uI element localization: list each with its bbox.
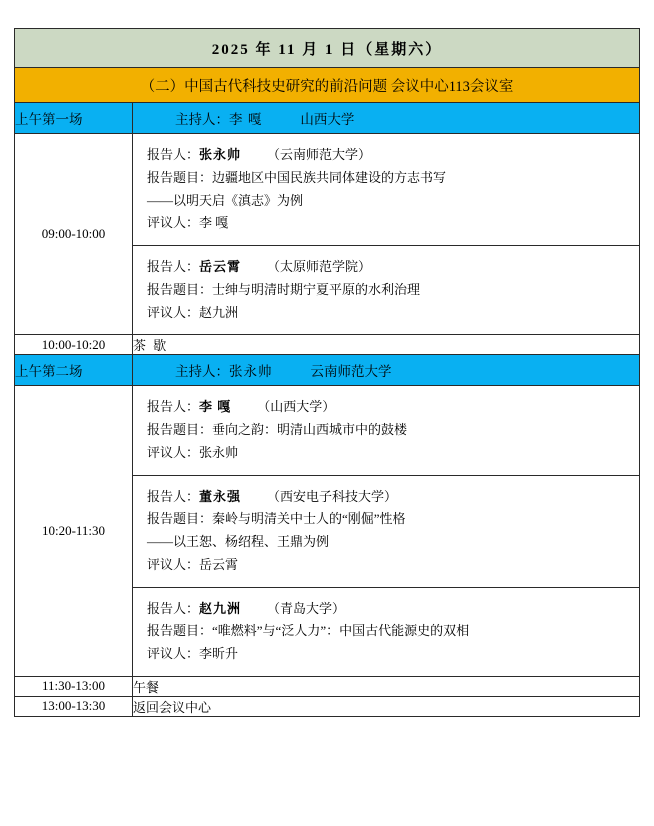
break-time-3: 13:00-13:30 bbox=[15, 696, 133, 716]
speaker-label: 报告人： bbox=[147, 399, 200, 415]
speaker-label: 报告人： bbox=[147, 259, 200, 274]
discussant-label: 评议人： bbox=[147, 215, 200, 231]
title-label: 报告题目： bbox=[147, 281, 213, 297]
talk-row bbox=[133, 134, 639, 246]
talk-speaker-line bbox=[147, 598, 639, 621]
talk-title-line bbox=[147, 167, 639, 190]
talk-speaker-line bbox=[147, 396, 639, 419]
block-talks-1 bbox=[133, 134, 640, 335]
host-affiliation-2: 云南师范大学 bbox=[310, 364, 392, 380]
talks-table-2 bbox=[133, 386, 639, 676]
block-talks-2 bbox=[133, 386, 640, 677]
talk-discussant-line bbox=[147, 442, 639, 465]
discussant-name: 张永帅 bbox=[199, 444, 239, 460]
title-text: “唯燃料”与“泛人力”：中国古代能源史的双相 bbox=[212, 623, 470, 639]
talk-discussant-line bbox=[147, 302, 639, 325]
date-header-row bbox=[15, 29, 640, 68]
talk-title-line bbox=[147, 419, 639, 442]
block-label-1: 上午第一场 bbox=[15, 103, 133, 134]
block-host-2 bbox=[133, 355, 640, 386]
host-name-1: 李 嘎 bbox=[229, 112, 263, 127]
talk-row bbox=[133, 475, 639, 587]
speaker-affiliation: （云南师范大学） bbox=[267, 147, 372, 162]
block-header-row-2 bbox=[15, 355, 640, 386]
discussant-name: 赵九洲 bbox=[199, 304, 239, 320]
speaker-label: 报告人： bbox=[147, 600, 200, 616]
break-label-2: 午餐 bbox=[133, 679, 160, 695]
break-time-1: 10:00-10:20 bbox=[15, 335, 133, 355]
discussant-name: 李 嘎 bbox=[199, 215, 229, 231]
host-affiliation-1: 山西大学 bbox=[300, 112, 355, 127]
talk-title-cont: ——以王恕、杨绍程、王鼎为例 bbox=[147, 534, 330, 549]
talk-discussant-line bbox=[147, 212, 639, 235]
speaker-label: 报告人： bbox=[147, 488, 200, 504]
discussant-label: 评议人： bbox=[147, 444, 200, 460]
talk-title-line bbox=[147, 279, 639, 302]
talks-table-1 bbox=[133, 134, 639, 334]
break-text-3 bbox=[133, 696, 640, 716]
speaker-name: 李 嘎 bbox=[199, 399, 232, 415]
talk-title-line bbox=[147, 620, 639, 643]
title-text: 垂向之韵：明清山西城市中的鼓楼 bbox=[212, 422, 408, 437]
session-header-cell bbox=[15, 68, 640, 103]
title-text: 士绅与明清时期宁夏平原的水利治理 bbox=[212, 281, 421, 297]
block-label-2: 上午第二场 bbox=[15, 355, 133, 386]
session-header-text: （二）中国古代科技史研究的前沿问题 会议中心113会议室 bbox=[140, 78, 514, 95]
break-row-3 bbox=[15, 696, 640, 716]
talk-discussant-line bbox=[147, 554, 639, 577]
speaker-affiliation: （西安电子科技大学） bbox=[267, 488, 398, 504]
break-label-1: 茶 歇 bbox=[133, 338, 169, 354]
break-time-2: 11:30-13:00 bbox=[15, 676, 133, 696]
block-host-1 bbox=[133, 103, 640, 134]
session-header-row bbox=[15, 68, 640, 103]
talk-row bbox=[133, 587, 639, 676]
speaker-name: 董永强 bbox=[199, 488, 242, 504]
block-body-row-1 bbox=[15, 134, 640, 335]
talk-speaker-line bbox=[147, 256, 639, 279]
speaker-label: 报告人： bbox=[147, 147, 200, 162]
block-body-row-2 bbox=[15, 386, 640, 677]
break-row-2 bbox=[15, 676, 640, 696]
title-text: 秦岭与明清关中士人的“刚倔”性格 bbox=[212, 511, 406, 527]
talk-speaker-line bbox=[147, 486, 639, 509]
talk-cell bbox=[133, 475, 639, 587]
host-prefix-2: 主持人： bbox=[175, 364, 229, 380]
speaker-name: 张永帅 bbox=[199, 147, 242, 162]
talk-row bbox=[133, 386, 639, 475]
speaker-affiliation: （太原师范学院） bbox=[267, 259, 372, 274]
title-label: 报告题目： bbox=[147, 169, 213, 185]
block-time-2: 10:20-11:30 bbox=[15, 386, 133, 677]
discussant-name: 李昕升 bbox=[199, 646, 239, 661]
date-header-cell: 2025 年 11 月 1 日（星期六） bbox=[15, 29, 640, 68]
title-label: 报告题目： bbox=[147, 422, 213, 437]
talk-cell bbox=[133, 246, 639, 335]
discussant-label: 评议人： bbox=[147, 556, 200, 572]
talk-title-line bbox=[147, 508, 639, 531]
title-text: 边疆地区中国民族共同体建设的方志书写 bbox=[212, 169, 447, 185]
speaker-name: 岳云霄 bbox=[199, 259, 242, 274]
title-label: 报告题目： bbox=[147, 623, 213, 639]
host-name-2: 张永帅 bbox=[229, 364, 273, 380]
discussant-name: 岳云霄 bbox=[199, 556, 239, 572]
host-prefix-1: 主持人： bbox=[175, 112, 229, 127]
talk-cell bbox=[133, 134, 639, 246]
break-text-2 bbox=[133, 676, 640, 696]
discussant-label: 评议人： bbox=[147, 646, 200, 661]
talk-speaker-line bbox=[147, 144, 639, 167]
break-text-1 bbox=[133, 335, 640, 355]
title-label: 报告题目： bbox=[147, 511, 213, 527]
talk-cell bbox=[133, 587, 639, 676]
schedule-table bbox=[14, 28, 640, 717]
talk-cell bbox=[133, 386, 639, 475]
break-label-3: 返回会议中心 bbox=[133, 699, 212, 715]
speaker-affiliation: （山西大学） bbox=[257, 399, 336, 415]
talk-discussant-line bbox=[147, 643, 639, 666]
speaker-name: 赵九洲 bbox=[199, 600, 242, 616]
speaker-affiliation: （青岛大学） bbox=[267, 600, 346, 616]
discussant-label: 评议人： bbox=[147, 304, 200, 320]
talk-row bbox=[133, 246, 639, 335]
block-time-1: 09:00-10:00 bbox=[15, 134, 133, 335]
block-header-row-1 bbox=[15, 103, 640, 134]
break-row-1 bbox=[15, 335, 640, 355]
talk-title-cont: ——以明天启《滇志》为例 bbox=[147, 192, 304, 208]
